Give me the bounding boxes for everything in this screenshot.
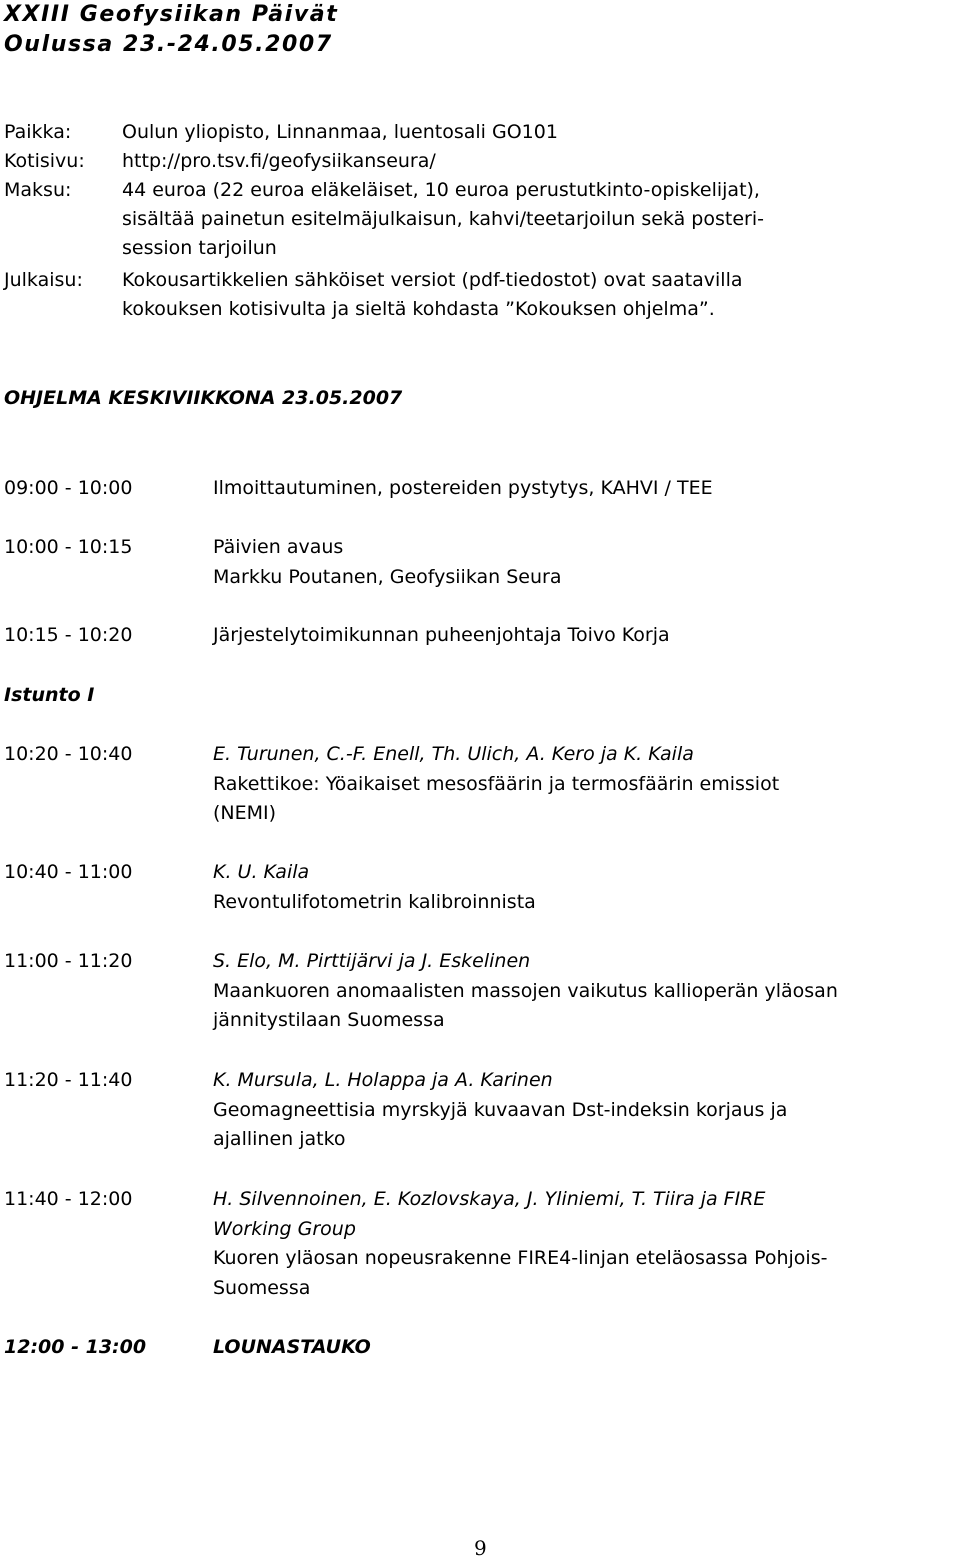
entry-line: Ilmoittautuminen, postereiden pystytys, KAHVI / TEE [213, 477, 713, 499]
place-label: Paikka: [4, 121, 72, 143]
talk [213, 947, 958, 1036]
event-subtitle: Oulussa 23.-24.05.2007 [4, 32, 333, 57]
talk-title: ajallinen jatko [213, 1128, 346, 1150]
talk-title: (NEMI) [213, 802, 277, 824]
talk-time: 10:20 - 10:40 [4, 743, 133, 765]
entry-time: 09:00 - 10:00 [4, 477, 133, 499]
talk-title: Revontulifotometrin kalibroinnista [213, 890, 536, 913]
entry-content [213, 621, 958, 651]
fee-line: 44 euroa (22 euroa eläkeläiset, 10 euroa perustutkinto-opiskelijat), [122, 179, 760, 201]
fee-line: session tarjoilun [122, 237, 277, 259]
lunch-time: 12:00 - 13:00 [4, 1336, 147, 1358]
talk-authors: K. Mursula, L. Holappa ja A. Karinen [213, 1069, 553, 1091]
program-heading: OHJELMA KESKIVIIKKONA 23.05.2007 [4, 387, 403, 409]
talk [213, 1066, 958, 1155]
event-title: XXIII Geofysiikan Päivät [4, 2, 339, 27]
publication-label: Julkaisu: [4, 269, 83, 291]
talk-authors: H. Silvennoinen, E. Kozlovskaya, J. Yliniemi, T. Tiira ja FIRE [213, 1188, 766, 1210]
talk-title: Rakettikoe: Yöaikaiset mesosfäärin ja termosfäärin emissiot [213, 772, 780, 795]
talk-authors: S. Elo, M. Pirttijärvi ja J. Eskelinen [213, 950, 531, 972]
talk-title: jännitystilaan Suomessa [213, 1009, 445, 1031]
page-number: 9 [474, 1536, 487, 1560]
fee-value [122, 176, 958, 263]
talk [213, 858, 958, 917]
entry-line: Markku Poutanen, Geofysiikan Seura [213, 565, 562, 588]
entry-content [213, 533, 958, 592]
talk-authors: K. U. Kaila [213, 861, 310, 883]
talk [213, 1185, 958, 1303]
talk-authors: Working Group [213, 1217, 356, 1240]
fee-line: sisältää painetun esitelmäjulkaisun, kahvi/teetarjoilun sekä posteri- [122, 208, 764, 230]
talk-time: 11:20 - 11:40 [4, 1069, 133, 1091]
entry-time: 10:15 - 10:20 [4, 624, 133, 646]
talk-title: Suomessa [213, 1276, 311, 1299]
entry-content [213, 474, 958, 504]
session-label: Istunto I [4, 684, 95, 706]
talk-title: Kuoren yläosan nopeusrakenne FIRE4-linjan eteläosassa Pohjois- [213, 1247, 828, 1269]
homepage-label: Kotisivu: [4, 150, 85, 172]
lunch-label: LOUNASTAUKO [213, 1336, 371, 1358]
talk-time: 10:40 - 11:00 [4, 861, 133, 883]
homepage-link[interactable]: http://pro.tsv.fi/geofysiikanseura/ [122, 150, 436, 172]
publication-value [122, 266, 958, 324]
publication-line: kokouksen kotisivulta ja sieltä kohdasta ”Kokouksen ohjelma”. [122, 298, 715, 320]
entry-time: 10:00 - 10:15 [4, 536, 133, 558]
entry-line: Järjestelytoimikunnan puheenjohtaja Toivo Korja [213, 624, 670, 646]
entry-line: Päivien avaus [213, 536, 344, 558]
talk-title: Geomagneettisia myrskyjä kuvaavan Dst-indeksin korjaus ja [213, 1098, 788, 1121]
talk-authors: E. Turunen, C.-F. Enell, Th. Ulich, A. Kero ja K. Kaila [213, 743, 694, 765]
fee-label: Maksu: [4, 179, 72, 201]
talk-title: Maankuoren anomaalisten massojen vaikutus kallioperän yläosan [213, 979, 838, 1002]
talk [213, 740, 958, 829]
place-value: Oulun yliopisto, Linnanmaa, luentosali GO101 [122, 121, 558, 143]
talk-time: 11:00 - 11:20 [4, 950, 133, 972]
talk-time: 11:40 - 12:00 [4, 1188, 133, 1210]
publication-line: Kokousartikkelien sähköiset versiot (pdf-tiedostot) ovat saatavilla [122, 269, 743, 291]
